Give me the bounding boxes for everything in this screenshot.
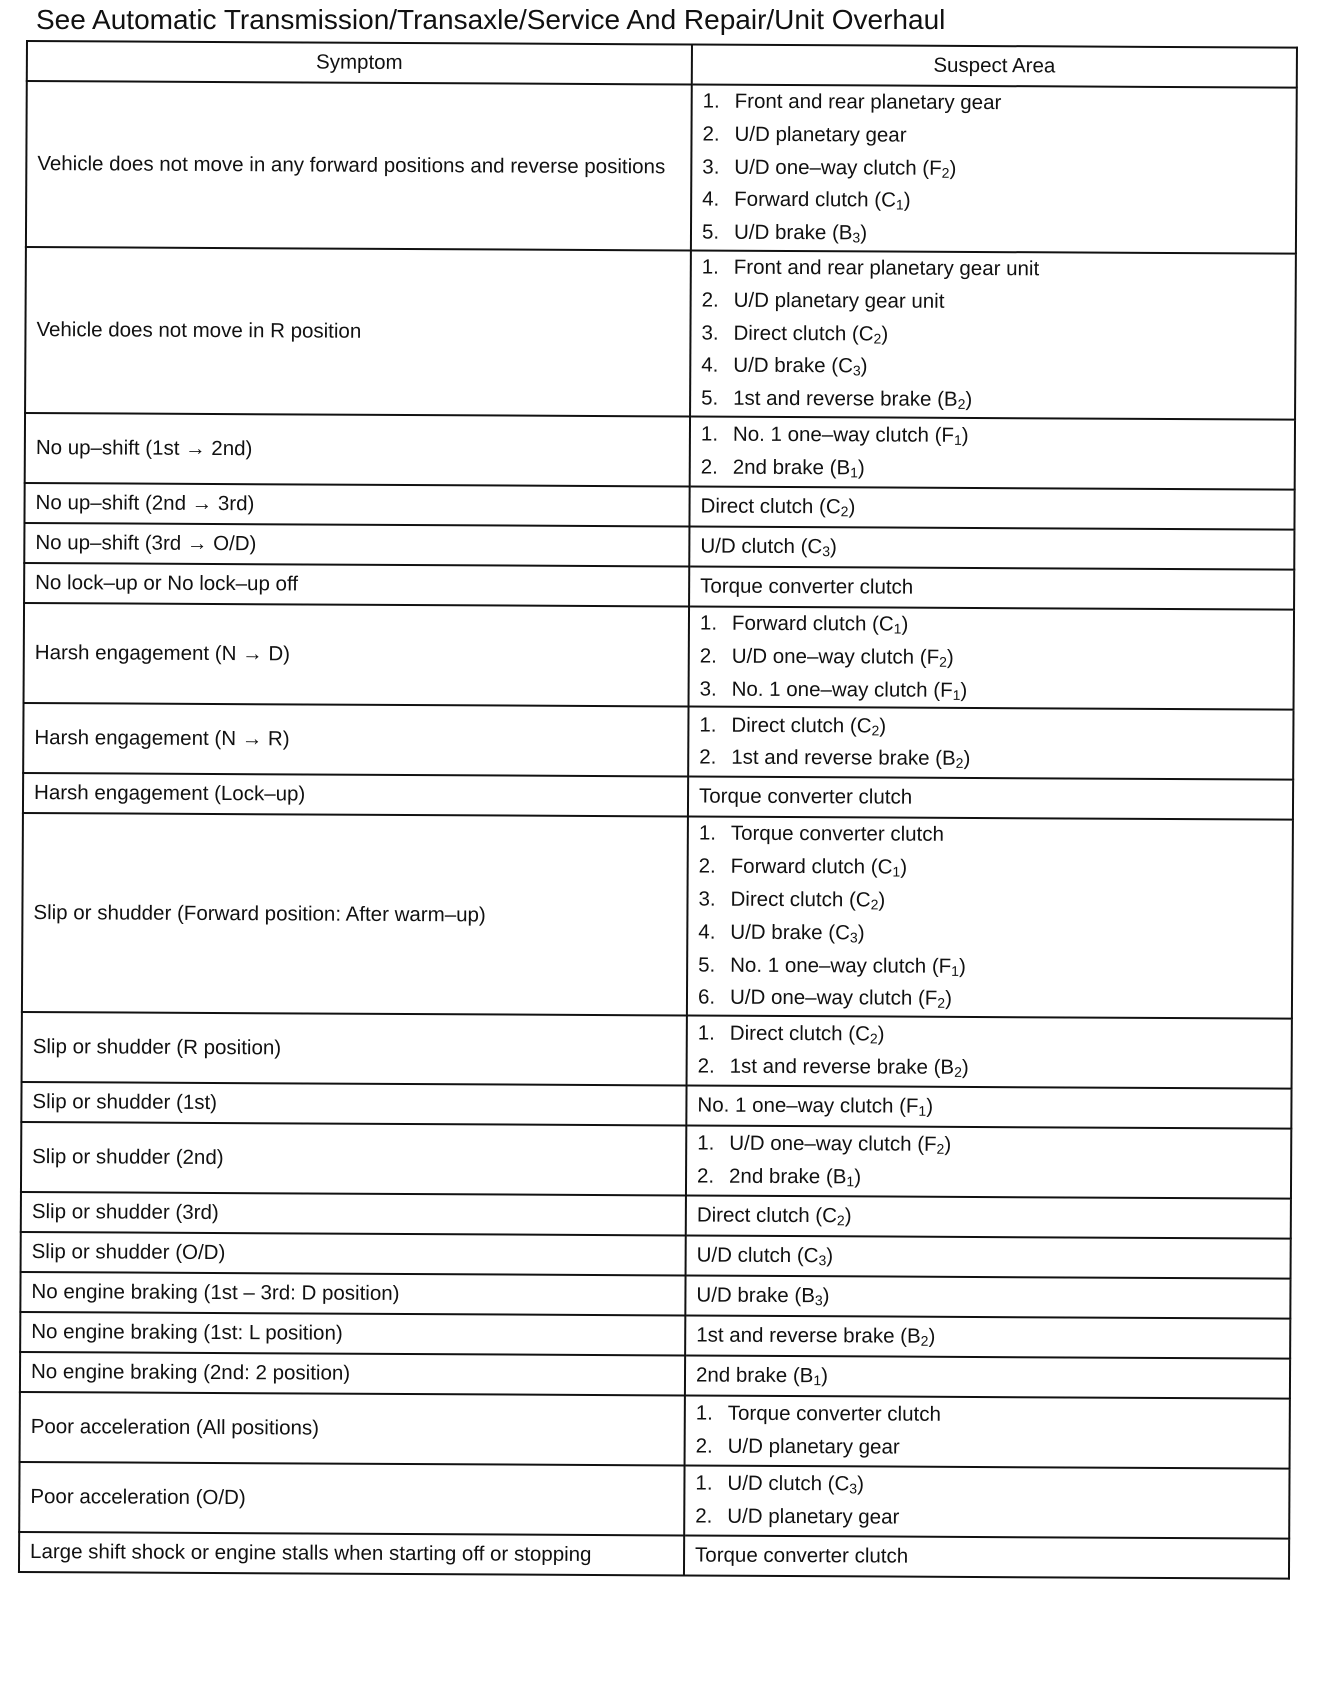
table-row bbox=[20, 1272, 1290, 1319]
suspect-list bbox=[700, 570, 1283, 606]
table-row bbox=[19, 1462, 1289, 1539]
suspect-list bbox=[695, 1539, 1278, 1575]
table-row bbox=[24, 563, 1294, 610]
suspect-area-cell bbox=[685, 1276, 1290, 1319]
subscript: 1 bbox=[952, 686, 961, 703]
table-container bbox=[18, 40, 1296, 1580]
symptom-cell: Harsh engagement (N → D) bbox=[24, 603, 690, 707]
symptom-cell: No engine braking (1st: L position) bbox=[20, 1312, 685, 1355]
symptom-header: Symptom bbox=[27, 41, 692, 84]
table-row bbox=[24, 523, 1294, 570]
suspect-list bbox=[696, 1279, 1279, 1315]
subscript: 2 bbox=[840, 502, 849, 519]
suspect-item bbox=[701, 383, 1284, 419]
suspect-item bbox=[696, 1431, 1279, 1467]
suspect-item bbox=[699, 742, 1282, 778]
suspect-area-cell bbox=[690, 250, 1296, 419]
item-number: 1. bbox=[699, 611, 718, 635]
subscript: 2 bbox=[871, 721, 880, 739]
suspect-list bbox=[701, 252, 1285, 419]
table-row bbox=[22, 813, 1293, 1018]
suspect-text: Torque converter clutch bbox=[698, 784, 913, 809]
suspect-item bbox=[700, 530, 1283, 566]
subscript: 2 bbox=[955, 755, 964, 772]
suspect-text: Forward clutch $(C_1)$ bbox=[734, 188, 911, 213]
subscript: 1 bbox=[893, 620, 902, 637]
item-number: 2. bbox=[698, 854, 716, 878]
table-row bbox=[22, 1012, 1292, 1089]
suspect-item bbox=[702, 118, 1285, 154]
suspect-text: U/D one–way clutch $(F_2)$ bbox=[729, 1132, 952, 1158]
suspect-text: U/D one–way clutch $(F_2)$ bbox=[734, 155, 957, 181]
suspect-text: U/D clutch $(C_3)$ bbox=[727, 1472, 865, 1497]
suspect-text: Direct clutch $(C_2)$ bbox=[696, 1203, 852, 1229]
suspect-item bbox=[697, 1239, 1280, 1275]
symptom-cell: Large shift shock or engine stalls when starting off or stopping bbox=[19, 1532, 684, 1575]
symptom-cell: No engine braking (1st – 3rd: D position) bbox=[20, 1272, 685, 1315]
table-body bbox=[19, 81, 1297, 1579]
item-number: 5. bbox=[701, 386, 719, 410]
symptom-cell: Slip or shudder (1st) bbox=[21, 1082, 686, 1125]
suspect-item bbox=[697, 1128, 1280, 1164]
item-number: 2. bbox=[695, 1434, 713, 1458]
symptom-cell: Slip or shudder (3rd) bbox=[21, 1192, 686, 1235]
item-number: 2. bbox=[699, 745, 717, 769]
suspect-item bbox=[700, 490, 1283, 526]
subscript: 1 bbox=[892, 863, 901, 880]
suspect-item bbox=[697, 1199, 1280, 1235]
item-number: 2. bbox=[702, 122, 720, 146]
suspect-text: 2nd brake $(B_1)$ bbox=[728, 1164, 862, 1190]
symptom-cell: Harsh engagement (Lock–up) bbox=[23, 773, 688, 816]
table-row bbox=[19, 1532, 1289, 1579]
suspect-area-cell bbox=[688, 777, 1293, 820]
symptom-cell: No engine braking (2nd: 2 position) bbox=[20, 1352, 685, 1395]
suspect-text: Torque converter clutch bbox=[730, 822, 944, 847]
suspect-text: Direct clutch $(C_2)$ bbox=[731, 713, 887, 739]
suspect-list bbox=[696, 1319, 1279, 1355]
suspect-text: Forward clutch $(C_1)$ bbox=[731, 611, 909, 637]
item-number: 3. bbox=[699, 677, 717, 701]
subscript: 2 bbox=[937, 995, 946, 1012]
suspect-item bbox=[701, 419, 1284, 455]
subscript: 2 bbox=[870, 896, 879, 913]
suspect-list bbox=[696, 1398, 1279, 1467]
suspect-text: U/D planetary gear unit bbox=[733, 288, 945, 313]
item-number: 4. bbox=[702, 187, 720, 212]
suspect-list bbox=[695, 1468, 1278, 1537]
suspect-text: Forward clutch $(C_1)$ bbox=[730, 854, 908, 880]
subscript: 2 bbox=[957, 396, 966, 413]
suspect-item bbox=[703, 86, 1286, 122]
suspect-text: U/D brake $(C_3)$ bbox=[733, 354, 868, 379]
suspect-item bbox=[700, 608, 1283, 644]
table-row bbox=[24, 603, 1295, 710]
item-number: 1. bbox=[697, 1131, 715, 1155]
suspect-area-cell bbox=[686, 1196, 1291, 1239]
suspect-text: 1st and reverse brake $(B_2)$ bbox=[729, 1054, 969, 1081]
item-number: 5. bbox=[698, 953, 716, 977]
suspect-area-header: Suspect Area bbox=[692, 44, 1297, 87]
suspect-list bbox=[697, 1089, 1280, 1125]
suspect-item bbox=[695, 1539, 1278, 1575]
item-number: 2. bbox=[697, 1164, 715, 1188]
table-row bbox=[21, 1122, 1291, 1199]
troubleshooting-table bbox=[18, 40, 1298, 1580]
suspect-item bbox=[701, 350, 1284, 386]
table-row bbox=[26, 81, 1297, 254]
item-number: 1. bbox=[697, 1021, 715, 1045]
suspect-item bbox=[699, 851, 1282, 887]
suspect-text: No. 1 one–way clutch $(F_1)$ bbox=[732, 422, 969, 449]
suspect-list bbox=[700, 490, 1283, 526]
suspect-item bbox=[700, 640, 1283, 676]
item-number: 5. bbox=[701, 220, 720, 244]
suspect-area-cell bbox=[687, 1016, 1292, 1089]
suspect-item bbox=[702, 151, 1285, 187]
subscript: 1 bbox=[953, 432, 962, 449]
subscript: 2 bbox=[920, 1332, 929, 1349]
symptom-cell: No up–shift (1st → 2nd) bbox=[25, 413, 690, 486]
item-number: 2. bbox=[701, 288, 719, 312]
symptom-cell: Slip or shudder (Forward position: After warm–up) bbox=[22, 813, 688, 1015]
symptom-cell: Vehicle does not move in any forward positions and reverse positions bbox=[26, 81, 692, 250]
suspect-item bbox=[702, 284, 1285, 320]
suspect-list bbox=[698, 818, 1282, 1018]
subscript: 3 bbox=[849, 929, 858, 946]
table-row bbox=[21, 1192, 1291, 1239]
table-row bbox=[24, 483, 1294, 530]
suspect-text: Torque converter clutch bbox=[695, 1543, 909, 1568]
suspect-text: No. 1 one–way clutch $(F_1)$ bbox=[730, 953, 966, 979]
suspect-list bbox=[699, 780, 1282, 816]
item-number: 3. bbox=[698, 887, 716, 911]
suspect-text: U/D one–way clutch $(F_2)$ bbox=[731, 644, 954, 670]
suspect-list bbox=[700, 608, 1284, 709]
suspect-text: U/D planetary gear bbox=[727, 1504, 900, 1529]
suspect-list bbox=[697, 1239, 1280, 1275]
suspect-text: U/D clutch $(C_3)$ bbox=[700, 534, 837, 559]
suspect-text: Direct clutch $(C_2)$ bbox=[730, 887, 886, 913]
item-number: 2. bbox=[697, 1054, 715, 1078]
suspect-text: U/D planetary gear bbox=[734, 122, 907, 147]
suspect-text: U/D one–way clutch $(F_2)$ bbox=[729, 986, 953, 1012]
table-row bbox=[23, 773, 1293, 820]
suspect-area-cell bbox=[685, 1396, 1290, 1469]
item-number: 1. bbox=[701, 255, 719, 279]
table-header-row bbox=[27, 41, 1297, 88]
suspect-text: U/D clutch $(C_3)$ bbox=[696, 1243, 834, 1268]
symptom-cell: Vehicle does not move in R position bbox=[25, 247, 691, 416]
suspect-item bbox=[697, 1161, 1280, 1197]
suspect-list bbox=[702, 86, 1286, 253]
suspect-item bbox=[699, 780, 1282, 816]
suspect-text: U/D planetary gear bbox=[727, 1434, 900, 1459]
suspect-item bbox=[699, 818, 1282, 854]
suspect-area-cell bbox=[690, 416, 1295, 489]
suspect-area-cell bbox=[686, 1086, 1291, 1129]
suspect-list bbox=[699, 709, 1282, 778]
suspect-item bbox=[698, 949, 1281, 985]
suspect-text: U/D brake $(B_3)$ bbox=[733, 220, 868, 246]
item-number: 1. bbox=[700, 422, 719, 446]
suspect-item bbox=[700, 570, 1283, 606]
symptom-cell: Poor acceleration (O/D) bbox=[19, 1462, 684, 1535]
table-row bbox=[21, 1232, 1291, 1279]
suspect-item bbox=[702, 217, 1285, 253]
suspect-text: 2nd brake $(B_1)$ bbox=[732, 455, 865, 481]
suspect-area-cell bbox=[687, 817, 1293, 1019]
suspect-text: No. 1 one–way clutch $(F_1)$ bbox=[731, 677, 968, 703]
subscript: 2 bbox=[954, 1064, 962, 1081]
suspect-item bbox=[698, 1018, 1281, 1054]
suspect-item bbox=[696, 1279, 1279, 1315]
item-number: 3. bbox=[701, 321, 719, 345]
table-row bbox=[20, 1352, 1290, 1399]
table-row bbox=[20, 1392, 1290, 1469]
suspect-area-cell bbox=[689, 486, 1294, 529]
subscript: 2 bbox=[873, 330, 882, 347]
suspect-area-cell bbox=[689, 606, 1295, 710]
subscript: 2 bbox=[869, 1030, 878, 1047]
suspect-text: No. 1 one–way clutch $(F_1)$ bbox=[697, 1093, 934, 1119]
item-number: 6. bbox=[697, 985, 716, 1009]
suspect-area-cell bbox=[691, 84, 1297, 253]
suspect-text: 2nd brake $(B_1)$ bbox=[695, 1363, 829, 1388]
suspect-area-cell bbox=[689, 526, 1294, 569]
subscript: 1 bbox=[951, 962, 960, 979]
table-row bbox=[25, 247, 1296, 420]
suspect-item bbox=[696, 1398, 1279, 1434]
suspect-item bbox=[700, 673, 1283, 709]
subscript: 1 bbox=[850, 464, 858, 481]
subscript: 3 bbox=[814, 1291, 823, 1308]
suspect-area-cell bbox=[684, 1536, 1289, 1579]
suspect-item bbox=[697, 1089, 1280, 1125]
suspect-area-cell bbox=[686, 1236, 1291, 1279]
suspect-item bbox=[702, 184, 1285, 220]
suspect-item bbox=[696, 1359, 1279, 1395]
suspect-item bbox=[698, 1051, 1281, 1087]
suspect-item bbox=[698, 883, 1281, 919]
subscript: 2 bbox=[836, 1211, 845, 1229]
subscript: 1 bbox=[895, 196, 904, 213]
item-number: 2. bbox=[695, 1504, 713, 1528]
subscript: 1 bbox=[813, 1371, 822, 1388]
subscript: 1 bbox=[846, 1173, 855, 1190]
suspect-item bbox=[699, 709, 1282, 745]
suspect-item bbox=[695, 1468, 1278, 1504]
symptom-cell: Poor acceleration (All positions) bbox=[20, 1392, 685, 1465]
subscript: 3 bbox=[852, 362, 861, 379]
item-number: 1. bbox=[698, 821, 717, 845]
suspect-text: 1st and reverse brake $(B_2)$ bbox=[733, 386, 973, 413]
subscript: 2 bbox=[939, 653, 947, 670]
subscript: 3 bbox=[852, 229, 861, 246]
suspect-item bbox=[698, 916, 1281, 952]
item-number: 1. bbox=[695, 1471, 713, 1495]
suspect-text: Direct clutch $(C_2)$ bbox=[700, 494, 856, 519]
suspect-item bbox=[701, 317, 1284, 353]
suspect-item bbox=[702, 252, 1285, 288]
item-number: 3. bbox=[702, 155, 720, 179]
suspect-text: Direct clutch $(C_2)$ bbox=[733, 321, 889, 347]
suspect-list bbox=[697, 1128, 1280, 1197]
suspect-item bbox=[696, 1319, 1279, 1355]
suspect-text: Front and rear planetary gear bbox=[734, 89, 1002, 115]
table-row bbox=[20, 1312, 1290, 1359]
item-number: 2. bbox=[700, 455, 718, 479]
table-row bbox=[23, 703, 1293, 780]
suspect-area-cell bbox=[685, 1316, 1290, 1359]
suspect-text: Torque converter clutch bbox=[700, 574, 914, 599]
symptom-cell: Slip or shudder (R position) bbox=[22, 1012, 687, 1085]
suspect-text: 1st and reverse brake $(B_2)$ bbox=[731, 746, 971, 772]
item-number: 1. bbox=[695, 1401, 713, 1425]
item-number: 1. bbox=[702, 89, 720, 113]
symptom-cell: Harsh engagement (N → R) bbox=[23, 703, 688, 776]
subscript: 3 bbox=[849, 1480, 858, 1497]
suspect-item bbox=[698, 982, 1281, 1018]
suspect-text: Front and rear planetary gear unit bbox=[733, 255, 1040, 281]
symptom-cell: Slip or shudder (O/D) bbox=[21, 1232, 686, 1275]
symptom-cell: Slip or shudder (2nd) bbox=[21, 1122, 686, 1195]
item-number: 1. bbox=[699, 713, 717, 737]
suspect-list bbox=[701, 419, 1284, 488]
symptom-cell: No up–shift (3rd → O/D) bbox=[24, 523, 689, 566]
suspect-item bbox=[701, 452, 1284, 488]
table-row bbox=[25, 413, 1295, 490]
suspect-area-cell bbox=[689, 566, 1294, 609]
suspect-item bbox=[695, 1501, 1278, 1537]
subscript: 1 bbox=[918, 1102, 927, 1119]
subscript: 2 bbox=[936, 1141, 945, 1158]
suspect-text: 1st and reverse brake $(B_2)$ bbox=[696, 1323, 936, 1349]
symptom-cell: No up–shift (2nd → 3rd) bbox=[24, 483, 689, 526]
item-number: 4. bbox=[701, 353, 719, 378]
suspect-text: U/D brake $(C_3)$ bbox=[730, 920, 865, 946]
suspect-area-cell bbox=[688, 707, 1293, 780]
item-number: 4. bbox=[698, 920, 716, 944]
subscript: 2 bbox=[941, 164, 950, 181]
suspect-area-cell bbox=[684, 1466, 1289, 1539]
page-title: See Automatic Transmission/Transaxle/Service And Repair/Unit Overhaul bbox=[36, 4, 946, 35]
suspect-list bbox=[700, 530, 1283, 566]
suspect-area-cell bbox=[685, 1356, 1290, 1399]
suspect-list bbox=[696, 1359, 1279, 1395]
item-number: 2. bbox=[699, 644, 717, 668]
suspect-text: Torque converter clutch bbox=[727, 1402, 941, 1427]
subscript: 3 bbox=[818, 1251, 827, 1268]
table-row bbox=[21, 1082, 1291, 1129]
symptom-cell: No lock–up or No lock–up off bbox=[24, 563, 689, 606]
suspect-text: U/D brake $(B_3)$ bbox=[696, 1283, 830, 1308]
suspect-list bbox=[697, 1199, 1280, 1235]
suspect-area-cell bbox=[686, 1126, 1291, 1199]
subscript: 3 bbox=[822, 542, 831, 559]
suspect-list bbox=[698, 1018, 1281, 1087]
suspect-text: Direct clutch $(C_2)$ bbox=[729, 1022, 885, 1047]
